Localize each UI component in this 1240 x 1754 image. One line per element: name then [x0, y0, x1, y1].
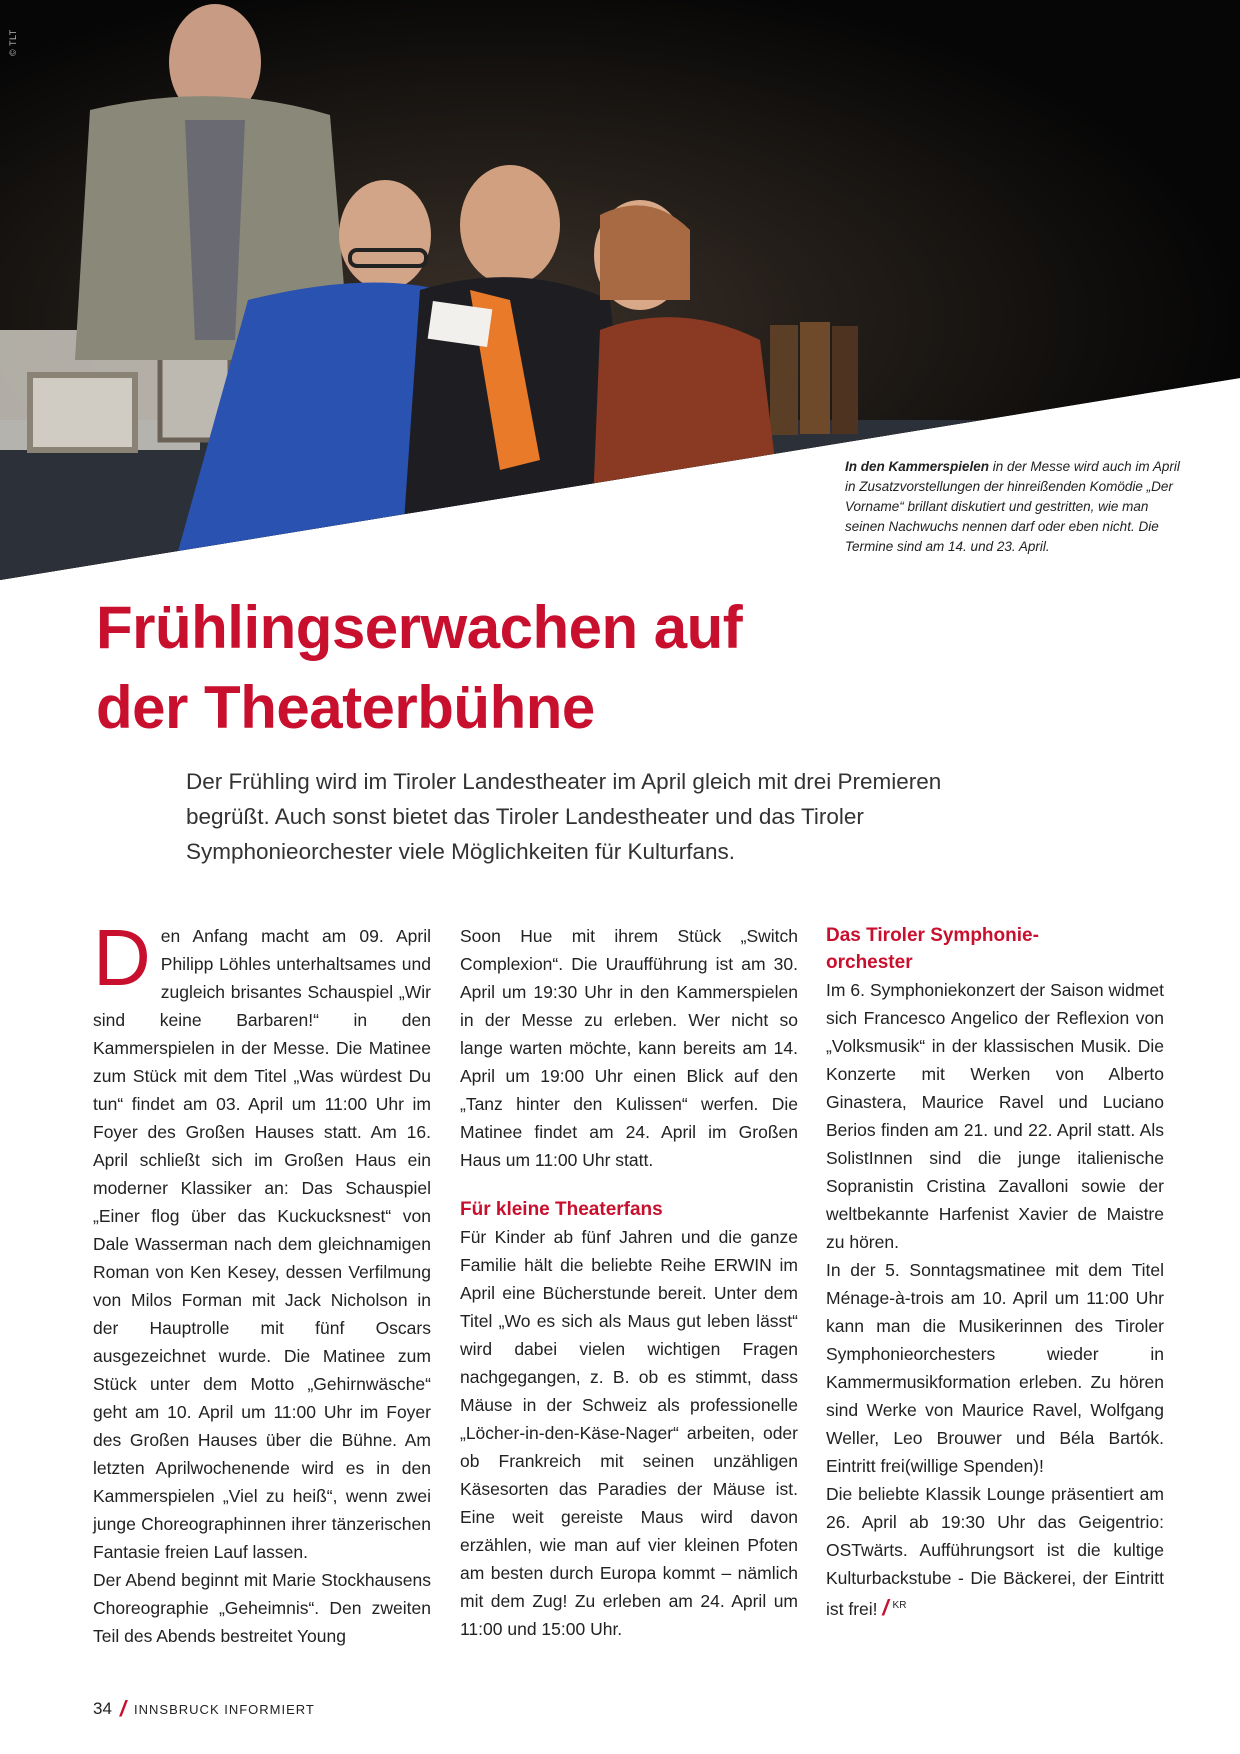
- col3-paragraph-2: In der 5. Sonntagsmatinee mit dem Titel Ménage-à-trois am 10. April um 11:00 Uhr kann man die Musikerinnen des Tiroler Symphonieorchesters wieder in Kammermusikformation erleben. Zu hören sind Werke von Maurice Ravel, Wolfgang Weller, Leo Brouwer und Béla Bartók. Eintritt frei(willige Spenden)!: [826, 1260, 1164, 1476]
- col3-paragraph-3: [826, 1480, 1164, 1623]
- lead-paragraph: Der Frühling wird im Tiroler Landestheater im April gleich mit drei Premieren begrüßt. Auch sonst bietet das Tiroler Landestheater und das Tiroler Symphonieorchester viele Möglichkeiten für Kulturfans.: [186, 769, 942, 864]
- title-line-1: Frühlingserwachen auf: [96, 594, 743, 661]
- article-column-3: [826, 922, 1164, 1623]
- caption-lead: In den Kammerspielen: [845, 459, 990, 474]
- photo-credit: © TLT: [8, 29, 18, 56]
- col2-paragraph-1: Soon Hue mit ihrem Stück „Switch Complexion“. Die Uraufführung ist am 30. April um 19:30 Uhr in den Kammerspielen in der Messe zu erleben. Wer nicht so lange warten möchte, kann bereits am 14. April um 19:00 Uhr einen Blick auf den „Tanz hinter den Kulissen“ werfen. Die Matinee findet am 24. April im Großen Haus um 11:00 Uhr statt.: [460, 926, 798, 1170]
- author-initials: KR: [892, 1600, 907, 1611]
- col1-paragraph-1: [93, 913, 431, 1566]
- page-number: 34: [93, 1699, 112, 1718]
- col1-p1-text: en Anfang macht am 09. April Philipp Löhles unterhaltsames und zugleich brisantes Schauspiel „Wir sind keine Barbaren!“ in den Kammerspielen in der Messe. Die Matinee zum Stück mit dem Titel „Was würdest Du tun“ findet am 03. April um 11:00 Uhr im Foyer des Großen Hauses statt. Am 16. April schließt sich im Großen Haus ein moderner Klassiker an: Das Schauspiel „Einer flog über das Kuckucksnest“ von Dale Wasserman nach dem gleichnamigen Roman von Ken Kesey, dessen Verfilmung von Milos Forman mit Jack Nicholson in der Hauptrolle mit fünf Oscars ausgezeichnet wurde. Die Matinee zum Stück unter dem Motto „Gehirnwäsche“ geht am 10. April um 11:00 Uhr im Foyer des Großen Hauses über die Bühne. Am letzten Aprilwochenende wird es in den Kammerspielen „Viel zu heiß“, wenn zwei junge Choreographinnen ihrer tänzerischen Fantasie freien Lauf lassen.: [93, 926, 431, 1562]
- page-title: [96, 588, 996, 748]
- col1-paragraph-2: Der Abend beginnt mit Marie Stockhausens Choreographie „Geheimnis“. Den zweiten Teil des Abends bestreitet Young: [93, 1570, 431, 1646]
- article-column-1: [93, 913, 431, 1650]
- caption-text: in der Messe wird auch im April in Zusatzvorstellungen der hinreißenden Komödie „Der Vorname“ brillant diskutiert und gestritten, wie man seinen Nachwuchs nennen darf oder eben nicht. Die Termine sind am 14. und 23. April.: [845, 459, 1180, 554]
- drop-cap: D: [93, 913, 151, 1002]
- col2-paragraph-2: Für Kinder ab fünf Jahren und die ganze Familie hält die beliebte Reihe ERWIN im April eine Bücherstunde bereit. Unter dem Titel „Wo es sich als Maus gut leben lässt“ wird dabei vielen wichtigen Fragen nachgegangen, z. B. ob es stimmt, dass Mäuse in der Schweiz als professionelle „Löcher-in-den-Käse-Nager“ arbeiten, oder ob Frankreich mit seinen unzähligen Käsesorten das Paradies der Mäuse ist. Eine weit gereiste Maus wird davon erzählen, wie man auf vier kleinen Pfoten am besten durch Europa kommt – nämlich mit dem Zug! Zu erleben am 24. April um 11:00 und 15:00 Uhr.: [460, 1227, 798, 1639]
- footer-slash-icon: /: [119, 1696, 127, 1721]
- article-column-2: [460, 922, 798, 1643]
- page-footer: [93, 1696, 315, 1722]
- title-line-2: der Theaterbühne: [96, 674, 595, 741]
- col3-p3-text: Die beliebte Klassik Lounge präsentiert am 26. April ab 19:30 Uhr das Geigentrio: OSTwärts. Aufführungsort ist die kultige Kulturbackstube - Die Bäckerei, der Eintritt ist frei!: [826, 1484, 1164, 1619]
- end-mark-icon: /: [882, 1594, 889, 1620]
- col3-paragraph-1: Im 6. Symphoniekonzert der Saison widmet sich Francesco Angelico der Reflexion von „Volksmusik“ in der klassischen Musik. Die Konzerte mit Werken von Alberto Ginastera, Maurice Ravel und Luciano Berios finden am 21. und 22. April statt. Als SolistInnen sind die junge italienische Sopranistin Cristina Zavalloni sowie der weltbekannte Harfenist Xavier de Maistre zu hören.: [826, 980, 1164, 1252]
- photo-caption: [845, 457, 1185, 557]
- magazine-name: INNSBRUCK INFORMIERT: [134, 1701, 315, 1717]
- subhead-orchestra: Das Tiroler Symphonie-orchester: [826, 925, 1039, 973]
- subhead-kids: Für kleine Theaterfans: [460, 1199, 663, 1220]
